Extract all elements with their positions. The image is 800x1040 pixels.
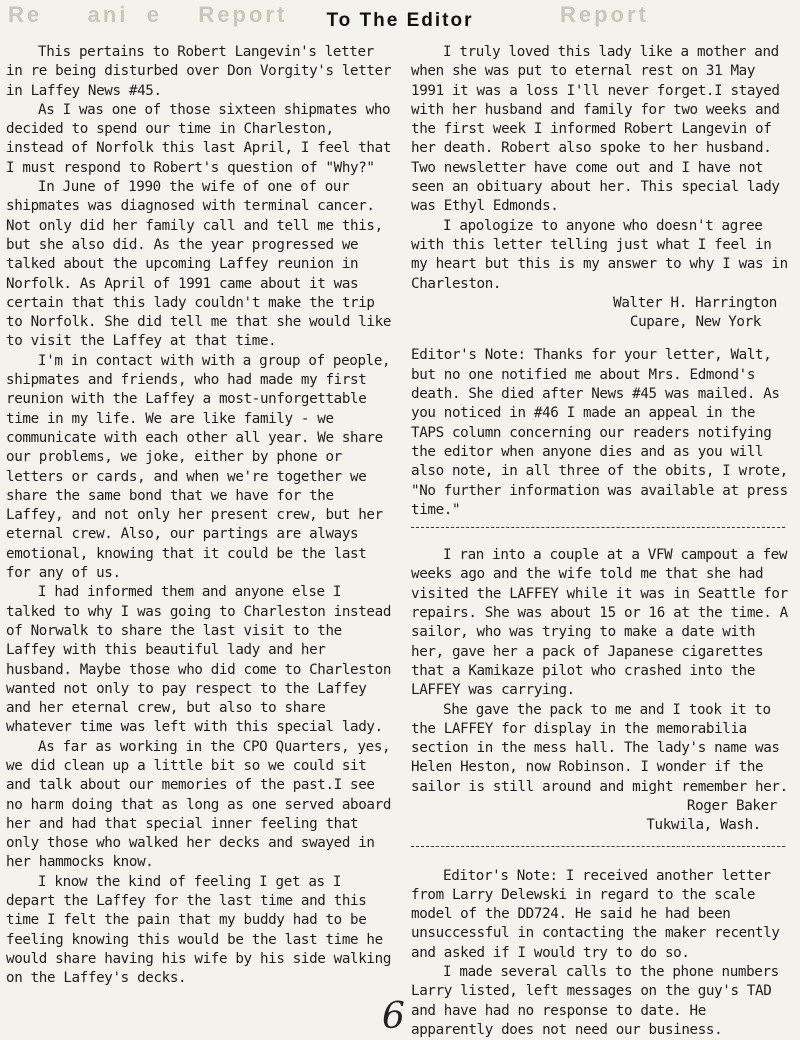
section-divider (411, 846, 785, 847)
section-divider (411, 527, 785, 528)
story-signature-name: Roger Baker (686, 797, 777, 814)
letter-paragraph-1: I truly loved this lady like a mother and when she was put to eternal rest on 31 May 1991 it was a loss I'll never forget.I stayed with her husband and family for two weeks and the first week I informed Robert Langevin of her death. Robert also spoke to her husband. Two newsletter have come out and I have not seen an obituary about her. This special lady was Ethyl Edmonds. (411, 44, 780, 215)
letter-signature-place: Cupare, New York (629, 314, 761, 331)
left-paragraph-3: In June of 1990 the wife of one of our shipmates was diagnosed with terminal cancer. Not only did her family call and tell me this, but she also did. As the year progressed we talked about the upcoming Laffey reunion in Norfolk. As April of 1991 came about it was certain that this lady couldn't make the trip to Norfolk. She did tell me that she would like to visit the Laffey at that time. (6, 179, 392, 350)
page-number: 6 (382, 996, 405, 1037)
letter-signature-name: Walter H. Harrington (613, 294, 777, 311)
story-paragraph-2: She gave the pack to me and I took it to the LAFFEY for display in the memorabilia section in the mess hall. The lady's name was Helen Heston, now Robinson. I wonder if the sailor is still around and might remember her. (411, 701, 788, 795)
story-paragraph-1: I ran into a couple at a VFW campout a few weeks ago and the wife told me that she had visited the LAFFEY while it was in Seattle for repairs. She was about 15 or 16 at the time. A sailor, who was trying to make a date with her, gave her a pack of Japanese cigarettes that a Kamikaze pilot who crashed into the LAFFEY was carrying. (411, 547, 788, 699)
letter-paragraph-2: I apologize to anyone who doesn't agree with this letter telling just what I feel in my heart but this is my answer to why I was in Charleston. (411, 217, 788, 292)
editor-note-1: Editor's Note: Thanks for your letter, Walt, but no one notified me about Mrs. Edmond's death. She died after News #45 was mailed. As you noticed in #46 I made an appeal in the TAPS column concerning our readers notifying the editor when anyone dies and as you will also note, in all three of the obits, I wrote, "No further information was available at press time." (411, 347, 788, 518)
left-paragraph-5: I had informed them and anyone else I talked to why I was going to Charleston instead of Norwalk to share the last visit to the Laffey with this beautiful lady and her husband. Maybe those who did come to Charleston wanted not only to pay respect to the Laffey and her eternal crew, but also to share whatever time was left with this special lady. (6, 584, 392, 736)
story-signature-place: Tukwila, Wash. (646, 817, 761, 834)
right-column (411, 43, 791, 1040)
editor-note-2: Editor's Note: I received another letter from Larry Delewski in regard to the scale model of the DD724. He said he had been unsuccessful in contacting the maker recently and asked if I would try to do so. (411, 867, 780, 961)
left-paragraph-6: As far as working in the CPO Quarters, yes, we did clean up a little bit so we could sit and talk about our memories of the past.I see no harm doing that as long as one served aboard her and had that special inner feeling that only those who walked her decks and swayed in her hammocks know. (6, 738, 392, 871)
bleed-through-heading-left: Re ani e Report (8, 2, 288, 27)
left-column (6, 43, 398, 989)
left-paragraph-7: I know the kind of feeling I get as I depart the Laffey for the last time and this time I felt the pain that my buddy had to be feeling knowing this would be the last time he would share having his wife by his side walking on the Laffey's decks. (6, 873, 392, 987)
left-paragraph-4: I'm in contact with with a group of people, shipmates and friends, who had made my first reunion with the Laffey a most-unforgettable time in my life. We are like family - we communicate with each other all year. We share our problems, we joke, either by phone or letters or cards, and when we're together we share the same bond that we have for the Laffey, and not only her present crew, but her eternal crew. Also, our partings are always emotional, knowing that it could be the last for any of us. (6, 352, 391, 582)
bleed-through-heading-right: Report (560, 2, 649, 27)
left-paragraph-1: This pertains to Robert Langevin's letter in re being disturbed over Don Vorgity's letter in Laffey News #45. (6, 44, 392, 99)
page-title: To The Editor (326, 10, 474, 31)
left-paragraph-2: As I was one of those sixteen shipmates who decided to spend our time in Charleston, instead of Norfolk this last April, I feel that I must respond to Robert's question of "Why?" (6, 101, 392, 176)
editor-note-2-continued: I made several calls to the phone numbers Larry listed, left messages on the guy's TAD and have had no response to date. He apparently does not need our business. (411, 964, 779, 1038)
